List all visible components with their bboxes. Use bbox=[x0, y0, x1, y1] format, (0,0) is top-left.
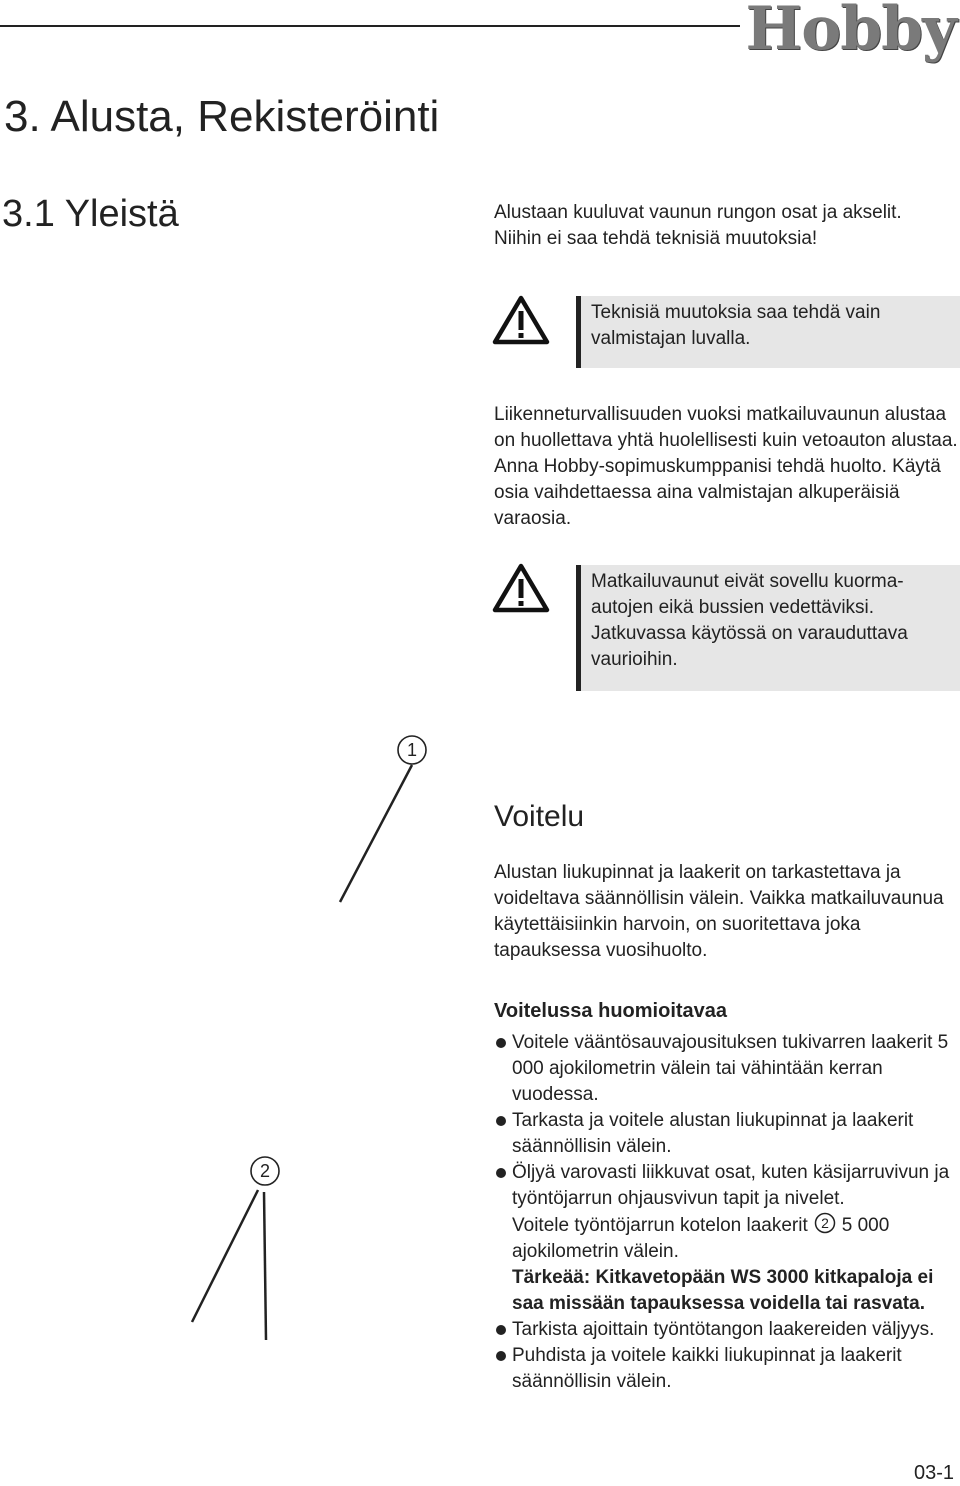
subsection-title: Voitelu bbox=[494, 800, 585, 833]
chapter-title: 3. Alusta, Rekisteröinti bbox=[4, 92, 440, 141]
svg-text:2: 2 bbox=[820, 1215, 829, 1231]
brand-logo: Hobby bbox=[745, 0, 956, 64]
lubrication-heading: Voitelussa huomioitavaa bbox=[494, 1000, 728, 1022]
body-text-2: Alustan liukupinnat ja laakerit on tarkastettava ja voideltava säännöllisin välein. Vaikka matkailuvaunua käytettäisiinkin harvoin, on suoritettava joka tapauksessa vuosihuolto. bbox=[494, 862, 944, 961]
bullet-3-extra: Voitele työntöjarrun kotelon laakerit 2 5 000 ajokilometrin välein. bbox=[512, 1212, 960, 1265]
callout-number-1: 1 bbox=[406, 740, 418, 760]
warning-icon bbox=[492, 562, 550, 614]
callout-marker-1 bbox=[396, 734, 428, 766]
section-title: 3.1 Yleistä bbox=[2, 193, 179, 235]
list-item: Öljyä varovasti liikkuvat osat, kuten käsijarruvivun ja työntöjarrun ohjausvivun tapit ja nivelet. Voitele työntöjarrun kotelon laakerit 2 5 000 ajokilometrin välein. Tärkeää: Kitkavetopään WS 3000 kitkapaloja ei saa missään tapauksessa voidella tai rasvata. bbox=[494, 1160, 960, 1317]
page-number: 03-1 bbox=[913, 1462, 954, 1484]
body-text-1: Liikenneturvallisuuden vuoksi matkailuvaunun alustaa on huollettava yhtä huolellisesti kuin vetoauton alustaa. Anna Hobby-sopimuskumppanisi tehdä huolto. Käytä osia vaihdettaessa aina valmistajan alkuperäisiä varaosia. bbox=[494, 404, 958, 529]
warning-note-1: Teknisiä muutoksia saa tehdä vain valmistajan luvalla. bbox=[576, 296, 960, 368]
lubrication-bullet-list bbox=[494, 1030, 960, 1395]
intro-text: Alustaan kuuluvat vaunun rungon osat ja akselit. Niihin ei saa tehdä teknisiä muutoksia! bbox=[494, 202, 902, 249]
callout-number-2: 2 bbox=[259, 1161, 271, 1181]
important-note: Tärkeää: Kitkavetopään WS 3000 kitkapaloja ei saa missään tapauksessa voidella tai rasvata. bbox=[512, 1267, 934, 1314]
header-rule bbox=[0, 25, 740, 27]
callout-marker-2 bbox=[249, 1155, 281, 1187]
inline-callout-2 bbox=[814, 1212, 836, 1234]
warning-icon bbox=[492, 294, 550, 346]
list-item: Voitele vääntösauvajousituksen tukivarren laakerit 5 000 ajokilometrin välein tai vähintään kerran vuodessa. bbox=[494, 1030, 960, 1108]
list-item: Tarkasta ja voitele alustan liukupinnat ja laakerit säännöllisin välein. bbox=[494, 1108, 960, 1160]
list-item: Tarkista ajoittain työntötangon laakereiden väljyys. bbox=[494, 1317, 960, 1343]
list-item: Puhdista ja voitele kaikki liukupinnat ja laakerit säännöllisin välein. bbox=[494, 1343, 960, 1395]
warning-note-2: Matkailuvaunut eivät sovellu kuorma-autojen eikä bussien vedettäviksi. Jatkuvassa käytössä on varauduttava vaurioihin. bbox=[576, 565, 960, 691]
